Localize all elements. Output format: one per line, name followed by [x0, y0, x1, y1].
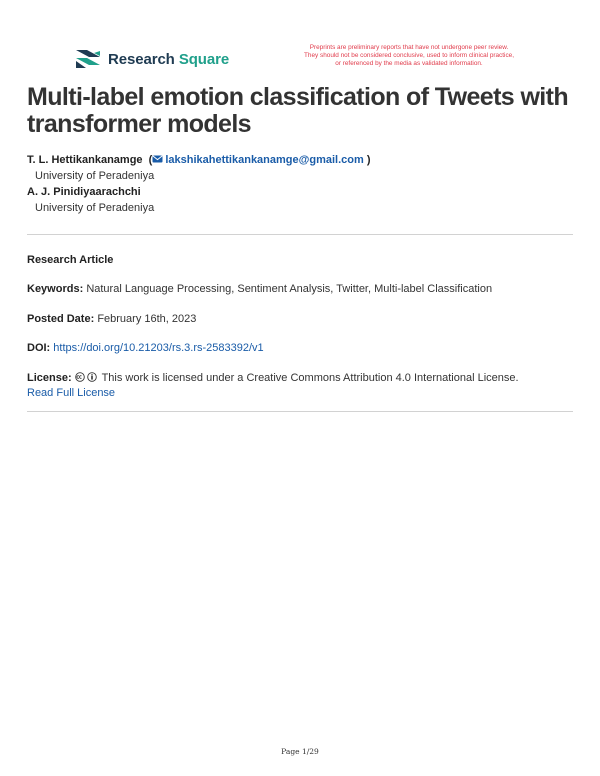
- license-label: License:: [27, 372, 72, 384]
- keywords-value: Natural Language Processing, Sentiment Analysis, Twitter, Multi-label Classification: [86, 283, 493, 295]
- read-full-license-link[interactable]: Read Full License: [27, 387, 116, 399]
- paper-title: Multi-label emotion classification of Tweets with transformer models: [27, 83, 569, 138]
- notice-line: or referenced by the media as validated information.: [335, 60, 483, 67]
- author-email-link[interactable]: lakshikahettikankanamge@gmail.com: [165, 154, 364, 166]
- open-paren: (: [145, 154, 153, 166]
- attribution-icon: [87, 372, 97, 382]
- doi-row: [27, 341, 577, 356]
- logo-word-research: Research: [108, 50, 175, 68]
- doi-link[interactable]: https://doi.org/10.21203/rs.3.rs-2583392/v1: [53, 342, 264, 354]
- license-row: [27, 371, 577, 401]
- divider-bottom: [27, 411, 573, 412]
- author-affiliation: University of Peradeniya: [35, 202, 155, 214]
- notice-line: They should not be considered conclusive, used to inform clinical practice,: [304, 52, 514, 59]
- cc-icon: [75, 372, 85, 382]
- author-affiliation: University of Peradeniya: [35, 170, 155, 182]
- posted-date-value: February 16th, 2023: [97, 313, 197, 325]
- envelope-icon: [152, 155, 163, 163]
- research-square-logo-icon: [74, 48, 102, 70]
- article-type-label: Research Article: [27, 254, 114, 266]
- logo-word-square: Square: [178, 50, 230, 68]
- author-name: T. L. Hettikankanamge: [27, 154, 143, 166]
- close-paren: ): [363, 154, 371, 166]
- page-number: Page 1/29: [281, 747, 319, 756]
- preprint-notice: [269, 44, 549, 68]
- license-icons: [75, 372, 97, 382]
- article-type: [27, 253, 577, 268]
- author-name: A. J. Pinidiyaarachchi: [27, 186, 141, 198]
- logo-wordmark: [108, 51, 229, 68]
- research-square-logo[interactable]: [74, 47, 229, 71]
- posted-date-label: Posted Date:: [27, 313, 95, 325]
- doi-label: DOI:: [27, 342, 51, 354]
- notice-line: Preprints are preliminary reports that have not undergone peer review.: [309, 44, 509, 51]
- keywords-label: Keywords:: [27, 283, 84, 295]
- page-header: [0, 0, 600, 80]
- author-entry: [27, 184, 577, 200]
- license-text: This work is licensed under a Creative Commons Attribution 4.0 International License.: [101, 372, 519, 384]
- keywords-row: [27, 282, 577, 297]
- author-list: [27, 152, 577, 216]
- divider-top: [27, 234, 573, 235]
- author-entry: [27, 152, 577, 168]
- posted-date-row: [27, 312, 577, 327]
